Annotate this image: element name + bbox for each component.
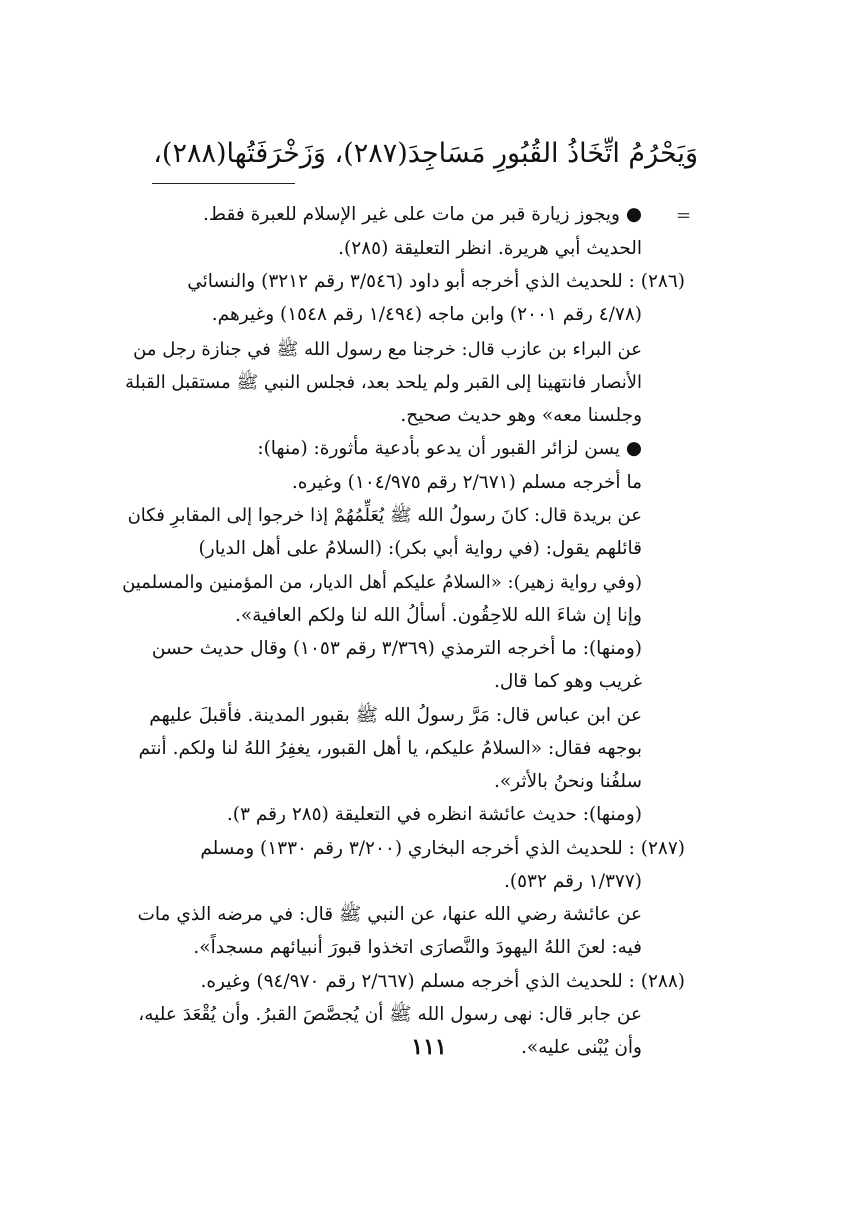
footnote-line: ● ويجوز زيارة قبر من مات على غير الإسلام للعبرة فقط. [203, 204, 642, 225]
footnote-separator [152, 183, 295, 184]
footnote-line: ما أخرجه مسلم (٢/٦٧١ رقم ١٠٤/٩٧٥) وغيره. [291, 472, 642, 493]
page-number: ١١١ [411, 1034, 447, 1060]
footnote-line: (٢٨٨) : للحديث الذي أخرجه مسلم (٢/٦٦٧ رقم ٩٤/٩٧٠) وغيره. [200, 971, 685, 992]
footnote-line: عن البراء بن عازب قال: خرجنا مع رسول الله ﷺ في جنازة رجل من [133, 339, 642, 360]
footnote-line: (٢٨٦) : للحديث الذي أخرجه أبو داود (٣/٥٤٦ رقم ٣٢١٢) والنسائي [187, 271, 685, 292]
footnote-line: (ومنها): ما أخرجه الترمذي (٣/٣٦٩ رقم ١٠٥٣) وقال حديث حسن [151, 638, 642, 659]
footnote-line: عن بريدة قال: كانَ رسولُ الله ﷺ يُعَلِّمُهُمْ إذا خرجوا إلى المقابرِ فكان [127, 505, 642, 526]
footnote-line: سلفُنا ونحنُ بالأثر». [494, 771, 642, 792]
footnote-line: قائلهم يقول: (في رواية أبي بكر): (السلامُ على أهل الديار) [198, 538, 642, 559]
footnote-line: بوجهه فقال: «السلامُ عليكم، يا أهل القبور، يغفِرُ اللهُ لنا ولكم. أنتم [138, 738, 642, 759]
footnote-line: وجلسنا معه» وهو حديث صحيح. [400, 405, 642, 426]
footnote-line: عن جابر قال: نهى رسول الله ﷺ أن يُجصَّصَ القبرُ. وأن يُقْعَدَ عليه، [138, 1004, 642, 1025]
section-heading: وَيَحْرُمُ اتِّخَاذُ القُبُورِ مَسَاجِدَ(٢٨٧)، وَزَخْرَفَتُها(٢٨٨)، [153, 138, 698, 169]
footnote-line: (٤/٧٨ رقم ٢٠٠١) وابن ماجه (١/٤٩٤ رقم ١٥٤٨) وغيرهم. [211, 304, 642, 325]
footnote-line: الحديث أبي هريرة. انظر التعليقة (٢٨٥). [338, 238, 642, 259]
footnote-line: (١/٣٧٧ رقم ٥٣٢). [504, 871, 642, 892]
footnote-line: وأن يُبْنى عليه». [520, 1037, 642, 1058]
footnote-line: (ومنها): حديث عائشة انظره في التعليقة (٢٨٥ رقم ٣). [226, 804, 642, 825]
footnote-line: عن ابن عباس قال: مَرَّ رسولُ الله ﷺ بقبور المدينة. فأقبلَ عليهم [149, 705, 642, 726]
footnote-line: فيه: لعنَ اللهُ اليهودَ والنَّصارَى اتخذوا قبورَ أنبيائهم مسجداً». [193, 937, 642, 958]
footnote-line: ● يسن لزائر القبور أن يدعو بأدعية مأثورة: (منها): [257, 438, 642, 459]
footnote-line: عن عائشة رضي الله عنها، عن النبي ﷺ قال: في مرضه الذي مات [137, 904, 642, 925]
margin-mark: = [676, 205, 692, 226]
footnote-line: وإنا إن شاءَ الله للاحِقُون. أسألُ الله لنا ولكم العافية». [234, 605, 642, 626]
footnote-line: غريب وهو كما قال. [493, 671, 642, 692]
footnote-line: (وفي رواية زهير): «السلامُ عليكم أهل الديار، من المؤمنين والمسلمين [122, 572, 642, 593]
footnote-line: الأنصار فانتهينا إلى القبر ولم يلحد بعد، فجلس النبي ﷺ مستقبل القبلة [125, 372, 642, 393]
footnote-line: (٢٨٧) : للحديث الذي أخرجه البخاري (٣/٢٠٠ رقم ١٣٣٠) ومسلم [200, 838, 685, 859]
